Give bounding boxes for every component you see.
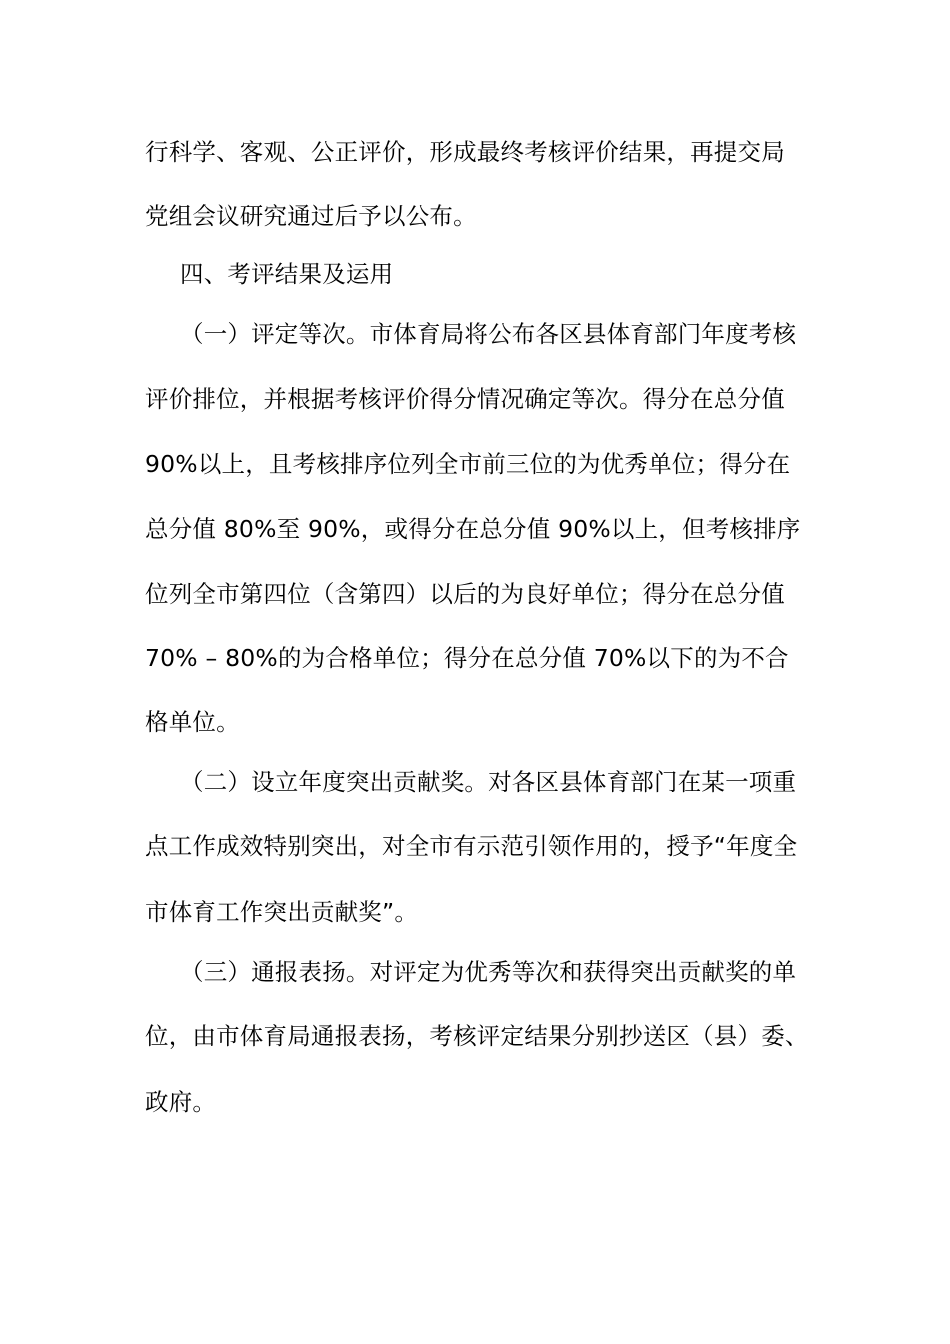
- text-line: 党组会议研究通过后予以公布。: [145, 202, 477, 230]
- text-line: 格单位。: [145, 708, 240, 736]
- text-line: 90%以上，且考核排序位列全市前三位的为优秀单位；得分在: [145, 450, 791, 478]
- text-line: 评价排位，并根据考核评价得分情况确定等次。得分在总分值: [145, 385, 785, 413]
- text-line: 70% – 80%的为合格单位；得分在总分值 70%以下的为不合: [145, 644, 789, 672]
- text-line: 位，由市体育局通报表扬，考核评定结果分别抄送区（县）委、: [145, 1022, 809, 1050]
- text-line: （三）通报表扬。对评定为优秀等次和获得突出贡献奖的单: [180, 958, 797, 986]
- text-line: 政府。: [145, 1088, 217, 1116]
- text-line: 位列全市第四位（含第四）以后的为良好单位；得分在总分值: [145, 580, 785, 608]
- section-heading: 四、考评结果及运用: [180, 260, 394, 288]
- text-line: 行科学、客观、公正评价，形成最终考核评价结果，再提交局: [145, 138, 785, 166]
- text-line: 点工作成效特别突出，对全市有示范引领作用的，授予“年度全: [145, 832, 798, 860]
- text-line: （二）设立年度突出贡献奖。对各区县体育部门在某一项重: [180, 768, 797, 796]
- text-line: （一）评定等次。市体育局将公布各区县体育部门年度考核: [180, 320, 797, 348]
- text-line: 总分值 80%至 90%，或得分在总分值 90%以上，但考核排序: [145, 515, 801, 543]
- text-line: 市体育工作突出贡献奖”。: [145, 898, 419, 926]
